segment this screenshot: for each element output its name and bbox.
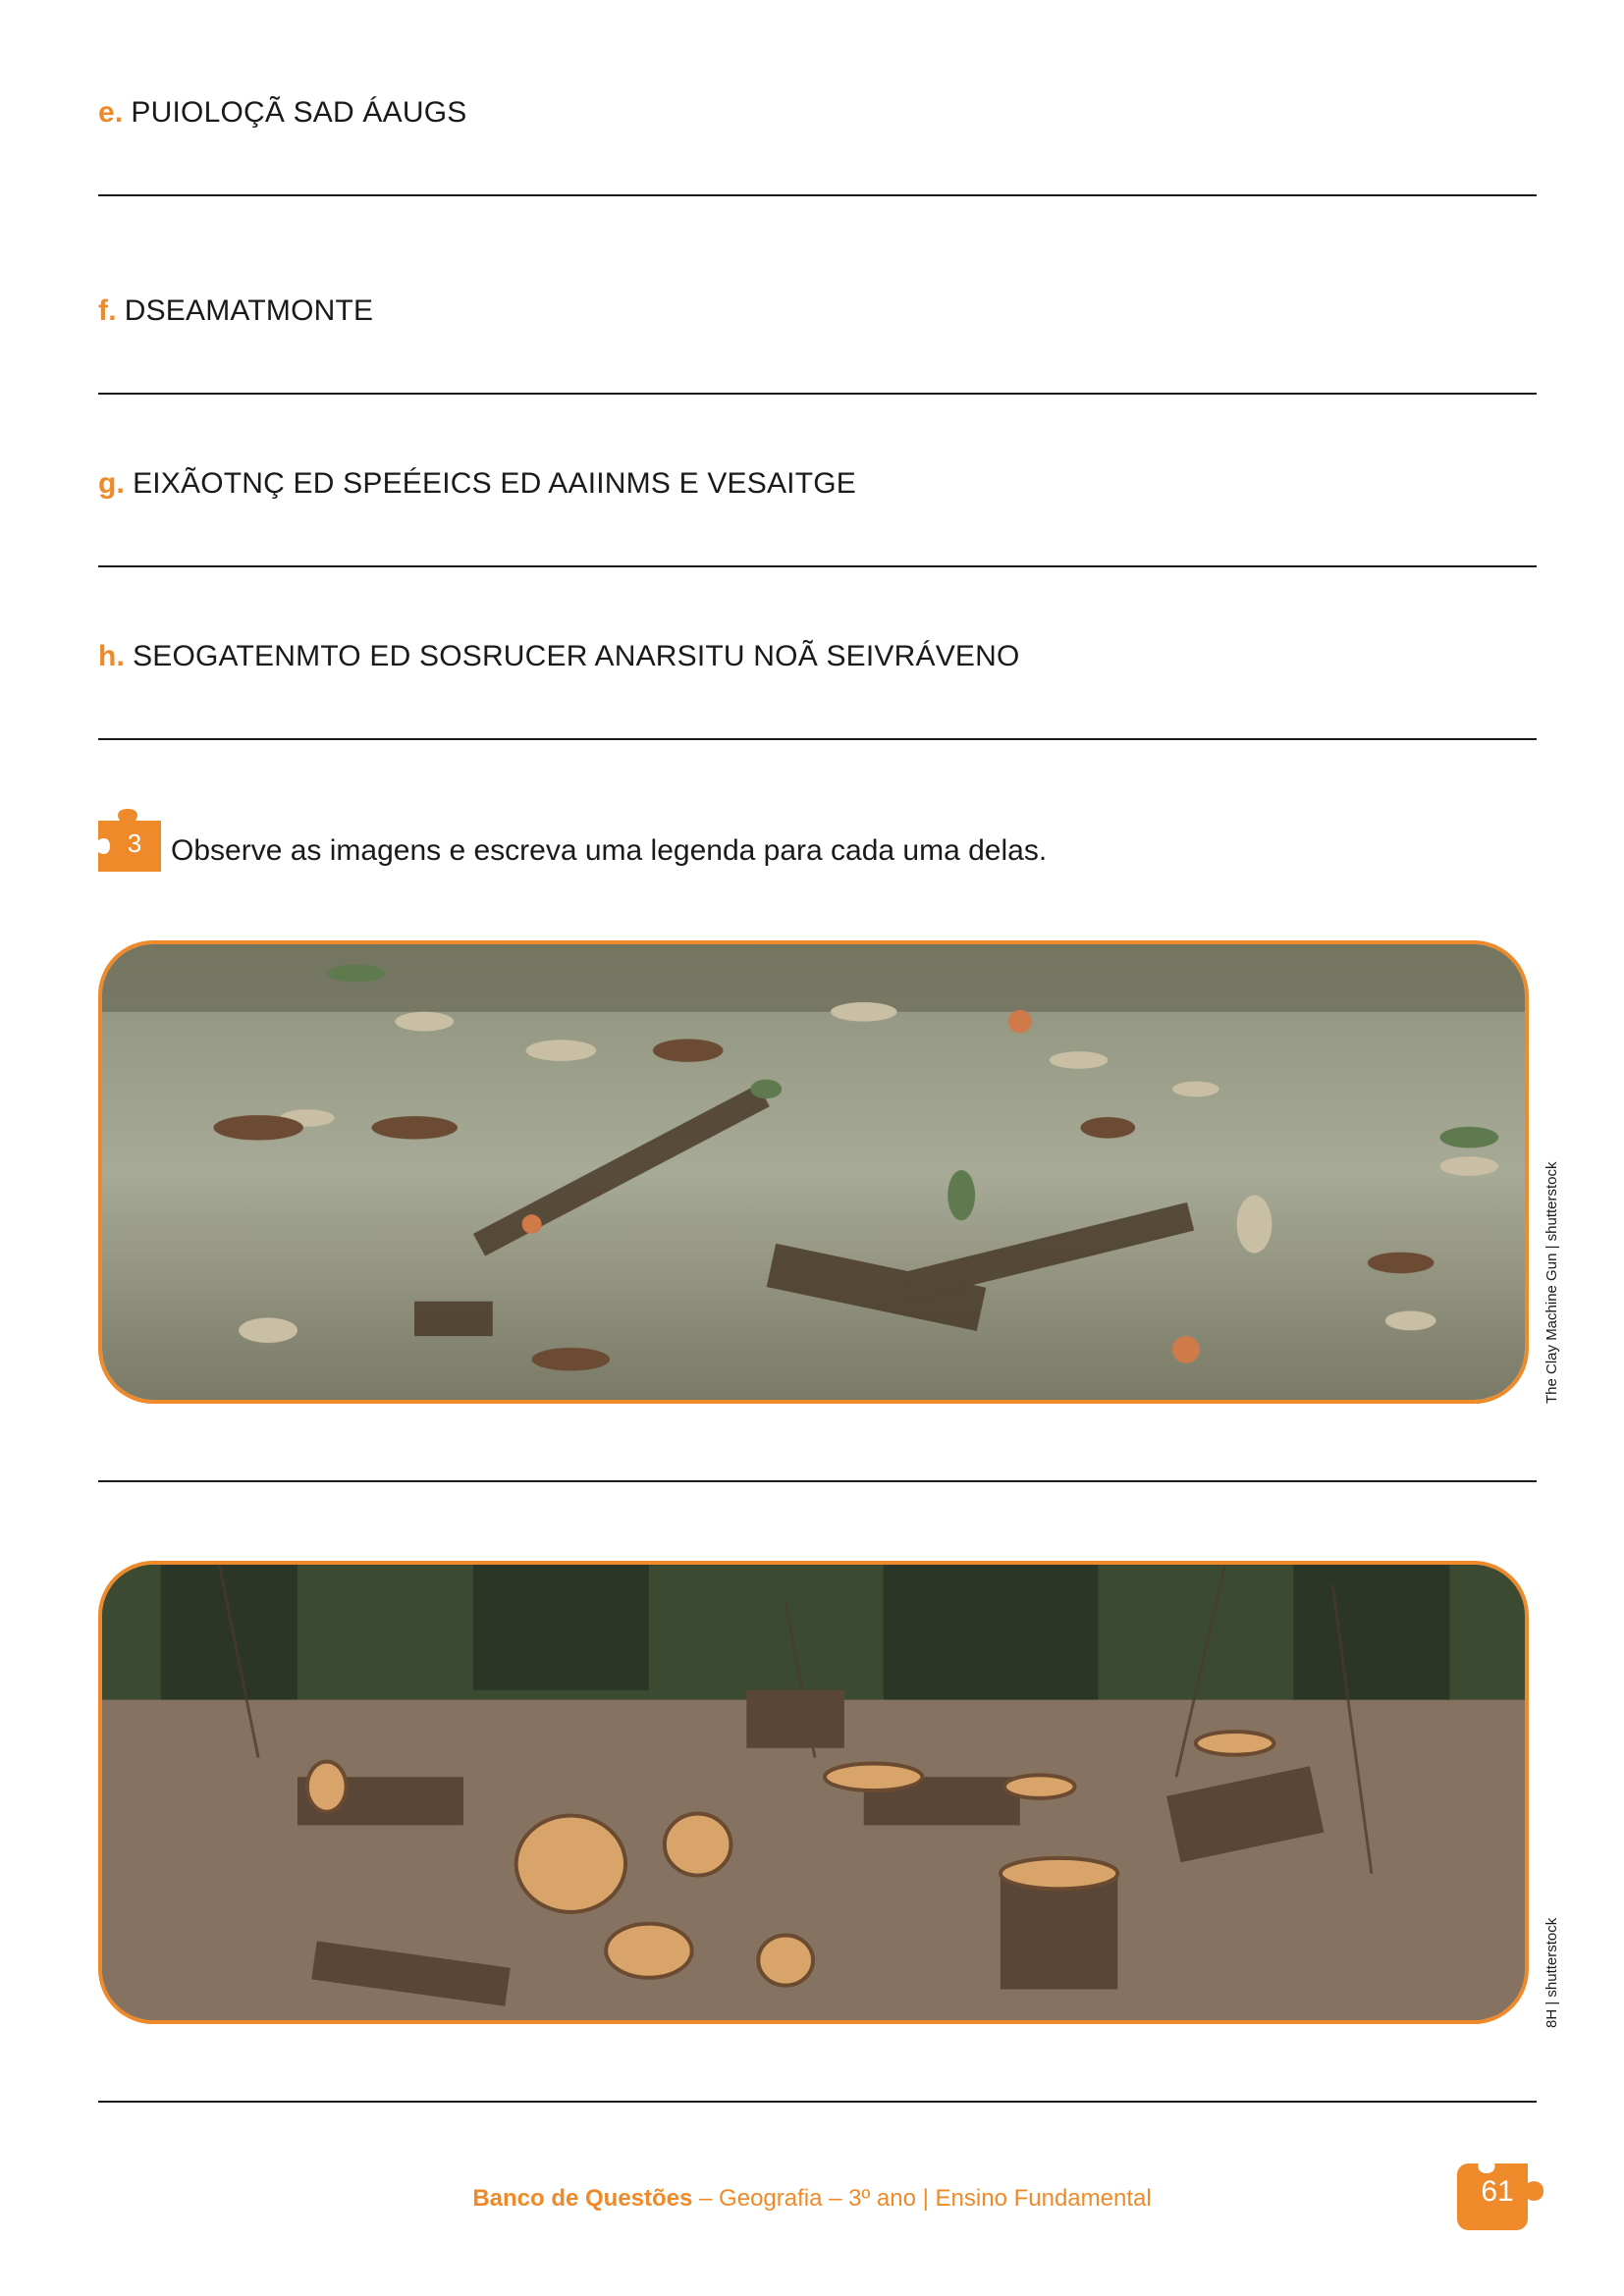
footer-text: – Geografia – 3º ano | Ensino Fundamental — [692, 2185, 1152, 2212]
item-g — [98, 467, 856, 501]
answer-line[interactable] — [98, 738, 1537, 740]
photo-credit: The Clay Machine Gun | shutterstock — [1543, 1161, 1560, 1404]
deforestation-photo — [98, 1561, 1529, 2024]
photo-credit: 8H | shutterstock — [1543, 1917, 1560, 2028]
water-pollution-photo — [98, 940, 1529, 1404]
item-f — [98, 294, 373, 328]
item-text: DSEAMATMONTE — [124, 294, 374, 327]
item-letter: g. — [98, 467, 126, 500]
answer-line[interactable] — [98, 1480, 1537, 1482]
answer-line[interactable] — [98, 565, 1537, 567]
question-text: Observe as imagens e escreva uma legenda para cada uma delas. — [171, 834, 1048, 867]
page-number: 61 — [1481, 2175, 1514, 2208]
item-letter: f. — [98, 294, 117, 327]
item-text: PUIOLOÇÃ SAD ÁAUGS — [131, 96, 467, 129]
item-text: EIXÃOTNÇ ED SPEÉEICS ED AAIINMS E VESAITGE — [133, 467, 856, 500]
item-letter: e. — [98, 96, 124, 129]
answer-line[interactable] — [98, 2101, 1537, 2103]
item-h — [98, 640, 1020, 673]
item-letter: h. — [98, 640, 126, 672]
item-text: SEOGATENMTO ED SOSRUCER ANARSITU NOÃ SEIVRÁVENO — [133, 640, 1020, 672]
answer-line[interactable] — [98, 194, 1537, 196]
item-e — [98, 96, 466, 130]
answer-line[interactable] — [98, 393, 1537, 395]
footer — [0, 2185, 1624, 2213]
footer-brand: Banco de Questões — [472, 2185, 693, 2212]
question-number: 3 — [127, 828, 142, 858]
